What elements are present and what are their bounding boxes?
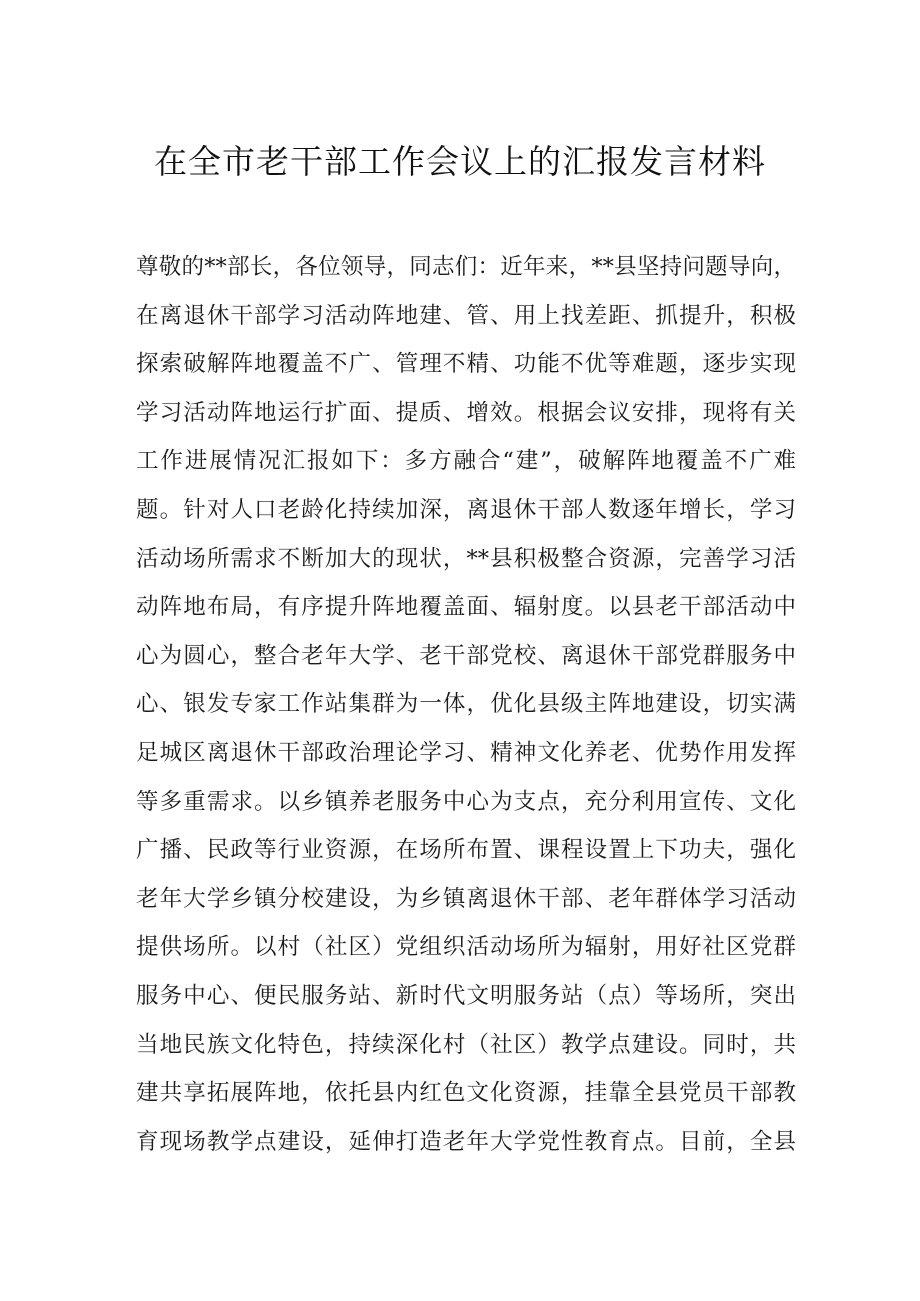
- document-body: [136, 243, 796, 1166]
- body-line: 尊敬的**部长，各位领导，同志们：近年来，**县坚持问题导向，: [136, 254, 796, 280]
- body-line: 心、银发专家工作站集群为一体，优化县级主阵地建设，切实满: [136, 691, 796, 718]
- body-line: 工作进展情况汇报如下：多方融合“建”，破解阵地覆盖不广难: [136, 448, 796, 475]
- body-line: 心为圆心，整合老年大学、老干部党校、离退休干部党群服务中: [136, 642, 796, 669]
- body-line: 动阵地布局，有序提升阵地覆盖面、辐射度。以县老干部活动中: [136, 594, 796, 621]
- body-line: 等多重需求。以乡镇养老服务中心为支点，充分利用宣传、文化: [136, 788, 796, 815]
- body-line: 当地民族文化特色，持续深化村（社区）教学点建设。同时，共: [136, 1031, 796, 1058]
- body-line: 服务中心、便民服务站、新时代文明服务站（点）等场所，突出: [136, 982, 796, 1009]
- body-line: 广播、民政等行业资源，在场所布置、课程设置上下功夫，强化: [136, 837, 796, 864]
- body-line: 足城区离退休干部政治理论学习、精神文化养老、优势作用发挥: [136, 739, 796, 766]
- body-line: 建共享拓展阵地，依托县内红色文化资源，挂靠全县党员干部教: [136, 1080, 796, 1107]
- body-line: 在离退休干部学习活动阵地建、管、用上找差距、抓提升，积极: [136, 302, 796, 329]
- body-line: 探索破解阵地覆盖不广、管理不精、功能不优等难题，逐步实现: [136, 351, 796, 378]
- body-line: 学习活动阵地运行扩面、提质、增效。根据会议安排，现将有关: [136, 399, 796, 426]
- body-line: 活动场所需求不断加大的现状，**县积极整合资源，完善学习活: [136, 545, 796, 572]
- body-line: 题。针对人口老龄化持续加深，离退休干部人数逐年增长，学习: [136, 496, 796, 523]
- body-line: 育现场教学点建设，延伸打造老年大学党性教育点。目前，全县: [136, 1128, 796, 1155]
- document-title: 在全市老干部工作会议上的汇报发言材料: [154, 142, 766, 181]
- body-line: 提供场所。以村（社区）党组织活动场所为辐射，用好社区党群: [136, 934, 796, 961]
- body-line: 老年大学乡镇分校建设，为乡镇离退休干部、老年群体学习活动: [136, 885, 796, 912]
